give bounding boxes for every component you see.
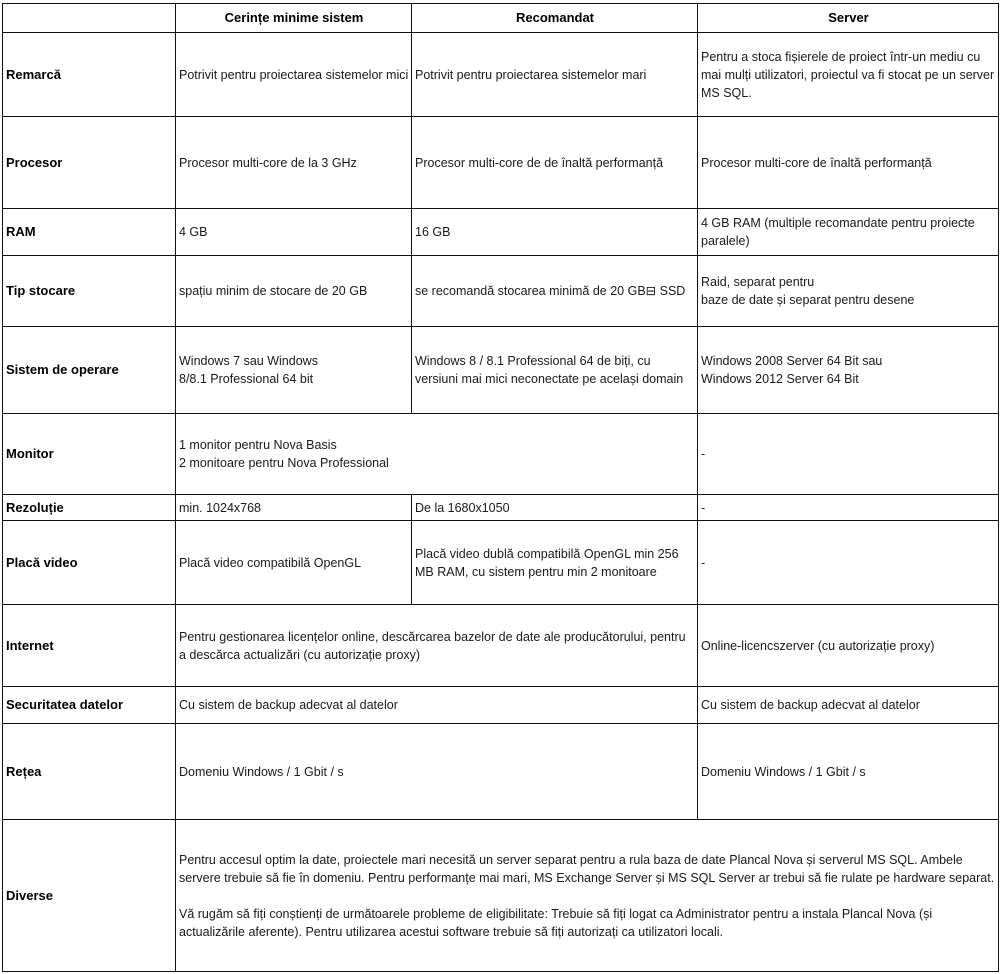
row-label-security: Securitatea datelor bbox=[3, 687, 176, 724]
cell-monitor-server: - bbox=[698, 414, 999, 495]
cell-ram-min: 4 GB bbox=[176, 209, 412, 256]
row-label-monitor: Monitor bbox=[3, 414, 176, 495]
row-processor bbox=[3, 117, 999, 209]
header-min-requirements: Cerințe minime sistem bbox=[176, 4, 412, 33]
cell-video-min: Placă video compatibilă OpenGL bbox=[176, 521, 412, 605]
row-label-remark: Remarcă bbox=[3, 33, 176, 117]
monitor-text: 1 monitor pentru Nova Basis 2 monitoare pentru Nova Professional bbox=[179, 438, 389, 470]
cell-storage-min: spațiu minim de stocare de 20 GB bbox=[176, 256, 412, 327]
header-recommended: Recomandat bbox=[412, 4, 698, 33]
row-internet bbox=[3, 605, 999, 687]
cell-os-min bbox=[176, 327, 412, 414]
row-resolution bbox=[3, 495, 999, 521]
cell-resolution-min: min. 1024x768 bbox=[176, 495, 412, 521]
cell-remark-server: Pentru a stoca fișierele de proiect într-un mediu cu mai mulți utilizatori, proiectul va fi stocat pe un server MS SQL. bbox=[698, 33, 999, 117]
row-label-resolution: Rezoluție bbox=[3, 495, 176, 521]
row-label-ram: RAM bbox=[3, 209, 176, 256]
requirements-table bbox=[2, 3, 999, 972]
row-video bbox=[3, 521, 999, 605]
row-misc bbox=[3, 820, 999, 972]
cell-security-min-recommended: Cu sistem de backup adecvat al datelor bbox=[176, 687, 698, 724]
cell-network-server: Domeniu Windows / 1 Gbit / s bbox=[698, 724, 999, 820]
cell-os-recommended: Windows 8 / 8.1 Professional 64 de biți, cu versiuni mai mici neconectate pe același domain bbox=[412, 327, 698, 414]
row-label-video: Placă video bbox=[3, 521, 176, 605]
os-server-text: Windows 2008 Server 64 Bit sau Windows 2012 Server 64 Bit bbox=[701, 354, 883, 386]
cell-remark-min: Potrivit pentru proiectarea sistemelor mici bbox=[176, 33, 412, 117]
row-remark bbox=[3, 33, 999, 117]
row-security bbox=[3, 687, 999, 724]
row-label-internet: Internet bbox=[3, 605, 176, 687]
cell-storage-server bbox=[698, 256, 999, 327]
misc-paragraph-2: Vă rugăm să fiți conștienți de următoarele probleme de eligibilitate: Trebuie să fiți logat ca Administrator pentru a instala Plancal Nova (și actualizările aferente). Pentru utilizarea acestui software trebuie să fiți autorizați ca utilizatori locali. bbox=[179, 906, 933, 939]
row-label-misc: Diverse bbox=[3, 820, 176, 972]
os-min-text: Windows 7 sau Windows 8/8.1 Professional 64 bit bbox=[179, 354, 318, 386]
cell-remark-recommended: Potrivit pentru proiectarea sistemelor mari bbox=[412, 33, 698, 117]
row-storage bbox=[3, 256, 999, 327]
cell-resolution-server: - bbox=[698, 495, 999, 521]
row-label-processor: Procesor bbox=[3, 117, 176, 209]
cell-network-min-recommended: Domeniu Windows / 1 Gbit / s bbox=[176, 724, 698, 820]
cell-processor-min: Procesor multi-core de la 3 GHz bbox=[176, 117, 412, 209]
cell-internet-server: Online-licencszerver (cu autorizație proxy) bbox=[698, 605, 999, 687]
row-monitor bbox=[3, 414, 999, 495]
cell-security-server: Cu sistem de backup adecvat al datelor bbox=[698, 687, 999, 724]
row-network bbox=[3, 724, 999, 820]
cell-misc bbox=[176, 820, 999, 972]
header-server: Server bbox=[698, 4, 999, 33]
row-os bbox=[3, 327, 999, 414]
cell-resolution-recommended: De la 1680x1050 bbox=[412, 495, 698, 521]
cell-storage-recommended: se recomandă stocarea minimă de 20 GB⊟ SSD bbox=[412, 256, 698, 327]
cell-processor-recommended: Procesor multi-core de de înaltă performanță bbox=[412, 117, 698, 209]
cell-video-recommended: Placă video dublă compatibilă OpenGL min 256 MB RAM, cu sistem pentru min 2 monitoare bbox=[412, 521, 698, 605]
misc-paragraph-1: Pentru accesul optim la date, proiectele mari necesită un server separat pentru a rula baza de date Plancal Nova și serverul MS SQL. Ambele servere trebuie să fie în domeniu. Pentru performanțe mai mari, MS Exchange Server și MS SQL Server ar trebui să fie rulate pe hardware separat. bbox=[179, 852, 995, 885]
row-label-network: Rețea bbox=[3, 724, 176, 820]
row-label-storage: Tip stocare bbox=[3, 256, 176, 327]
cell-ram-server: 4 GB RAM (multiple recomandate pentru proiecte paralele) bbox=[698, 209, 999, 256]
cell-processor-server: Procesor multi-core de înaltă performanță bbox=[698, 117, 999, 209]
cell-video-server: - bbox=[698, 521, 999, 605]
storage-server-text: Raid, separat pentru baze de date și separat pentru desene bbox=[701, 275, 915, 307]
cell-monitor-min-recommended bbox=[176, 414, 698, 495]
misc-paragraph-spacer bbox=[179, 887, 996, 905]
row-label-os: Sistem de operare bbox=[3, 327, 176, 414]
cell-ram-recommended: 16 GB bbox=[412, 209, 698, 256]
header-corner-cell bbox=[3, 4, 176, 33]
cell-internet-min-recommended: Pentru gestionarea licențelor online, descărcarea bazelor de date ale producătorului, pentru a descărca actualizări (cu autorizație proxy) bbox=[176, 605, 698, 687]
header-row bbox=[3, 4, 999, 33]
row-ram bbox=[3, 209, 999, 256]
cell-os-server bbox=[698, 327, 999, 414]
